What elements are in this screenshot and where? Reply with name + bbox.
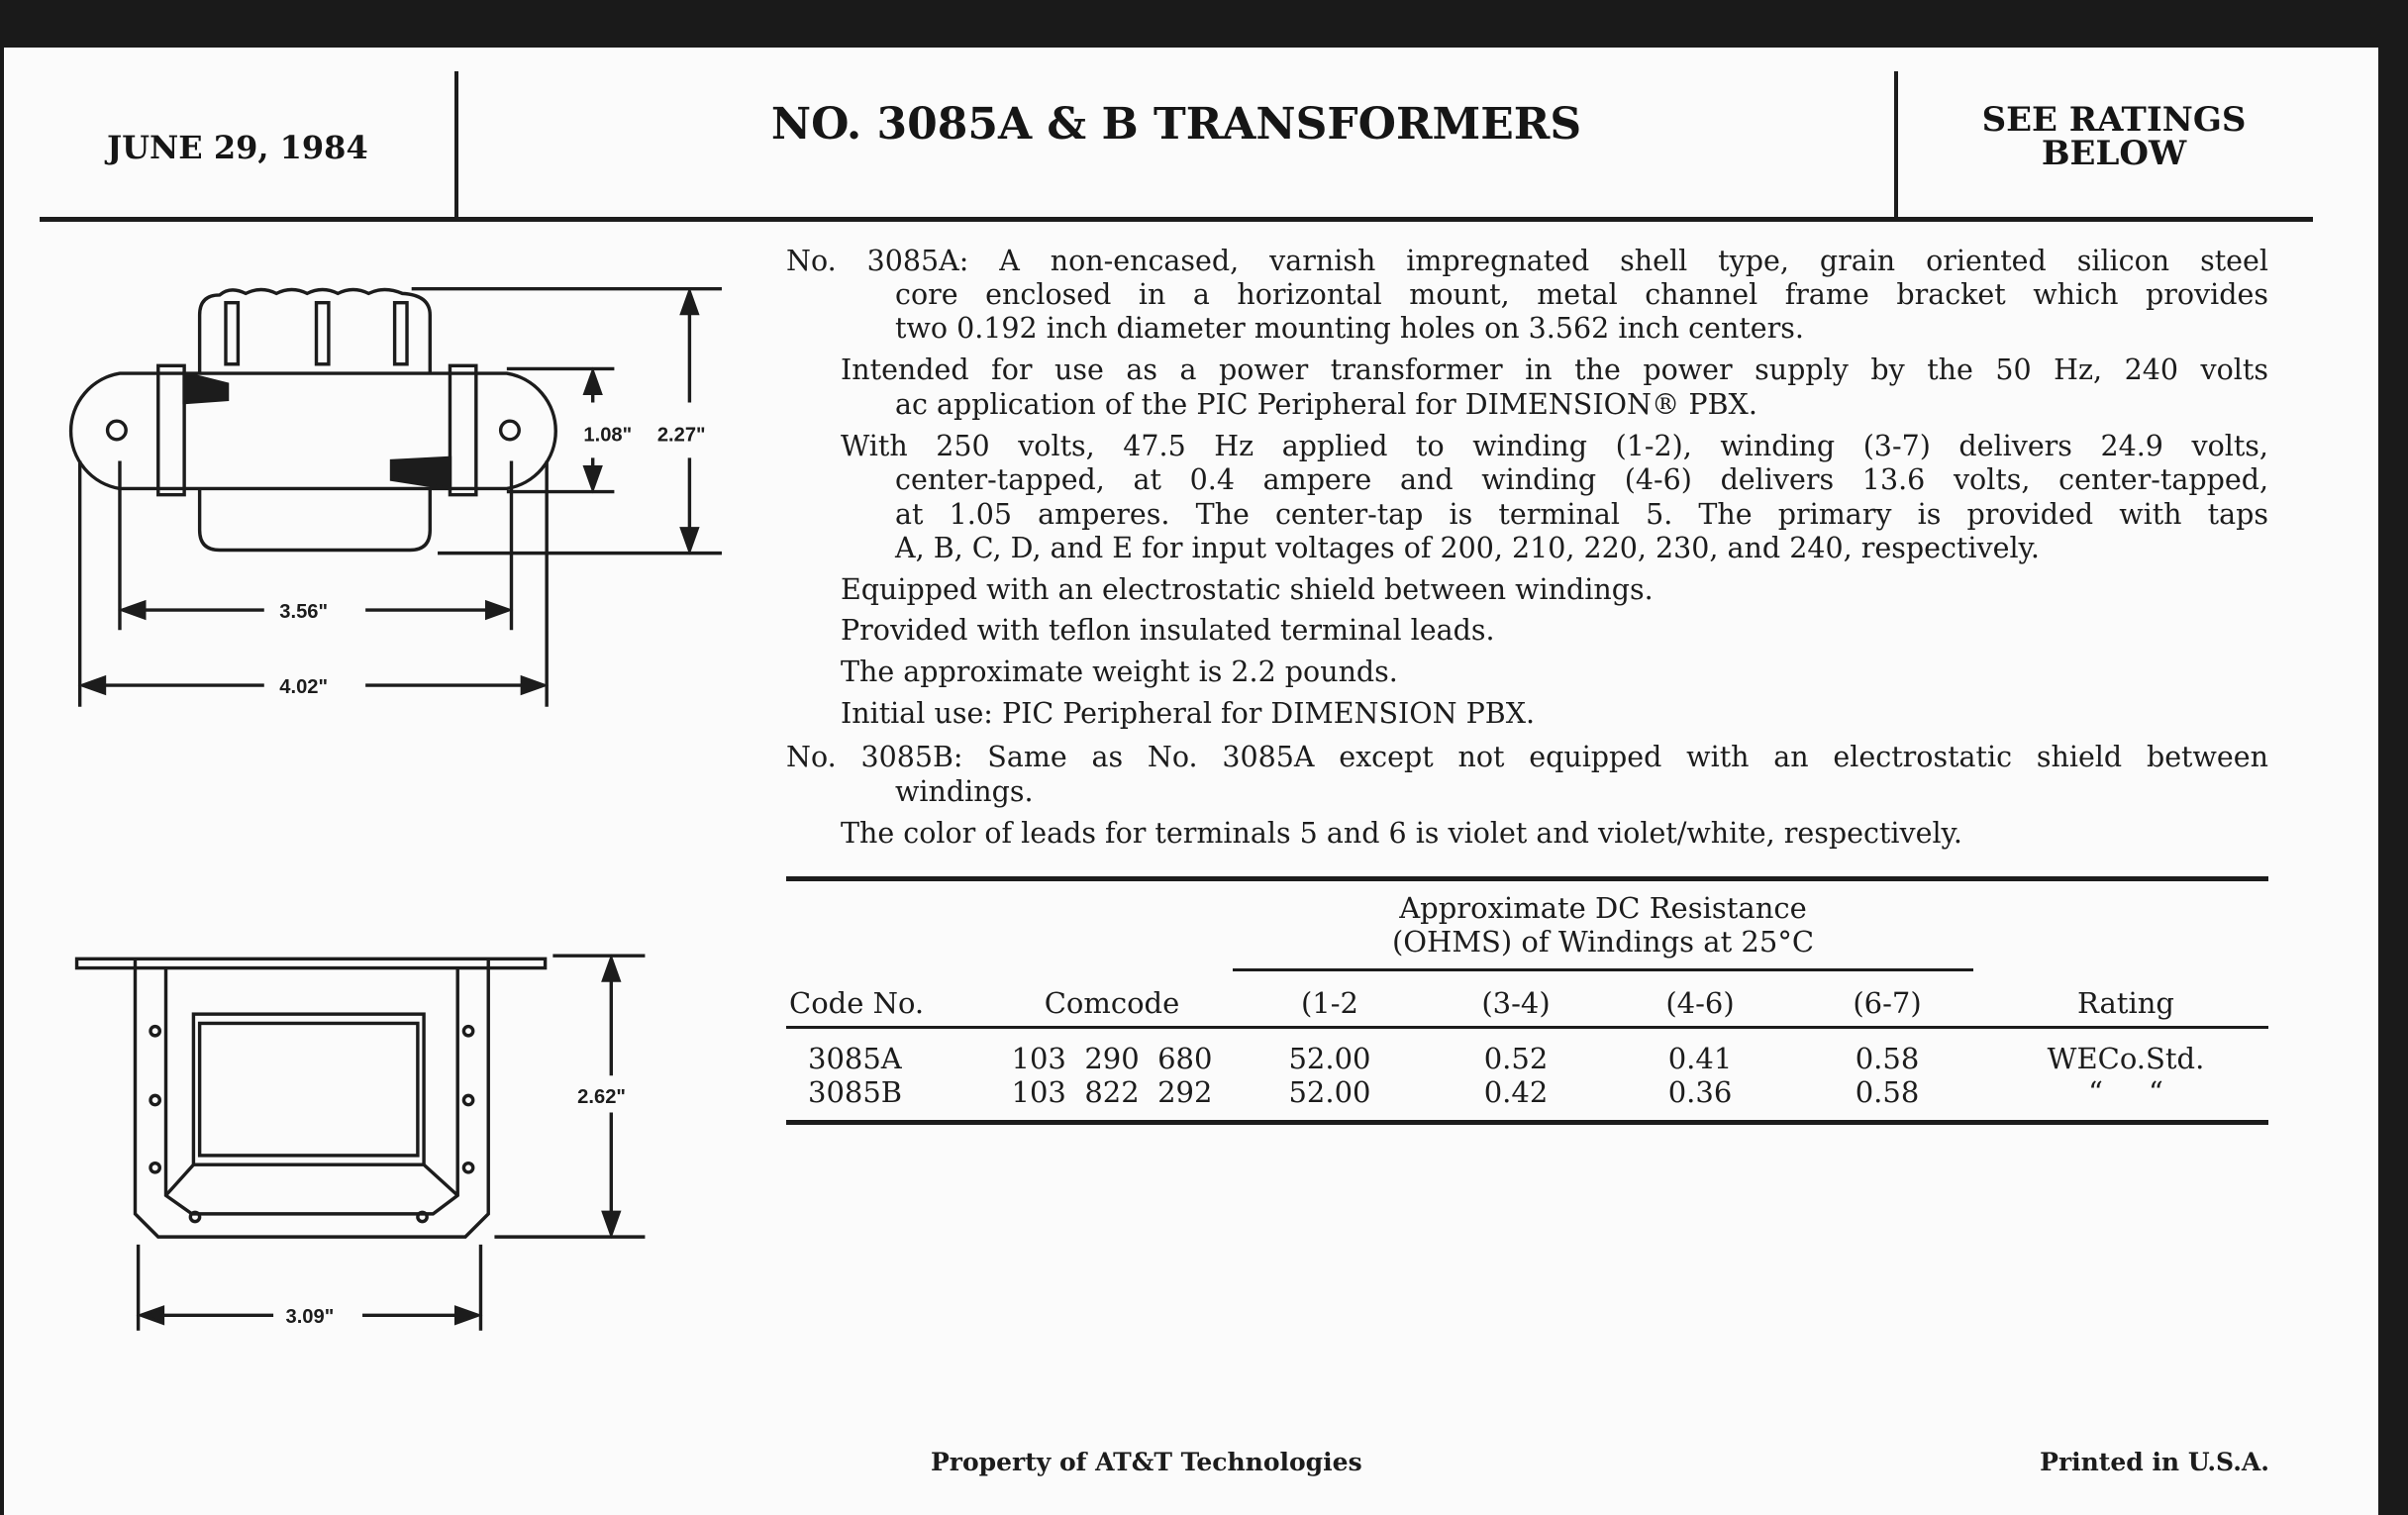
table-cell: 0.58	[1855, 1042, 1920, 1075]
description-line: The approximate weight is 2.2 pounds.	[841, 656, 1398, 688]
description-line: Intended for use as a power transformer in the power supply by the 50 Hz, 240 volts	[841, 354, 2268, 386]
description-line: windings.	[895, 775, 1034, 808]
header-rule	[786, 1026, 2268, 1029]
bracket-view	[77, 956, 646, 1331]
document-date: JUNE 29, 1984	[107, 129, 368, 166]
description-line: two 0.192 inch diameter mounting holes on 3.562 inch centers.	[895, 312, 1804, 345]
mounting-hole	[108, 421, 127, 440]
table-cell: 0.52	[1483, 1042, 1549, 1075]
table-cell: WECo.Std.	[2047, 1042, 2205, 1075]
property-notice: Property of AT&T Technologies	[931, 1448, 1362, 1476]
group-rule	[1233, 968, 1973, 971]
table-top-rule	[786, 876, 2268, 881]
dimension-label: 3.56"	[279, 600, 329, 623]
table-cell: “ “	[2088, 1075, 2163, 1109]
dimension-label: 4.02"	[279, 675, 329, 698]
description-line: ac application of the PIC Peripheral for DIMENSION® PBX.	[895, 388, 1757, 421]
description-line: core enclosed in a horizontal mount, metal channel frame bracket which provides	[895, 278, 2268, 311]
table-cell: 0.42	[1483, 1075, 1549, 1109]
table-cell: 52.00	[1288, 1042, 1371, 1075]
column-header: (1-2	[1300, 986, 1359, 1020]
column-header: Rating	[2077, 986, 2174, 1020]
description-line: With 250 volts, 47.5 Hz applied to winding (1-2), winding (3-7) delivers 24.9 volts,	[841, 430, 2268, 462]
table-cell: 52.00	[1288, 1075, 1371, 1109]
ratings-note-line: BELOW	[2041, 134, 2187, 173]
terminal-coil	[317, 303, 329, 364]
group-header: (OHMS) of Windings at 25°C	[1391, 925, 1815, 959]
table-cell: 0.41	[1667, 1042, 1733, 1075]
description-line: Initial use: PIC Peripheral for DIMENSION PBX.	[841, 697, 1536, 730]
table-cell: 0.36	[1667, 1075, 1733, 1109]
table-cell: 103 822 292	[1011, 1075, 1213, 1109]
table-cell: 3085B	[808, 1075, 903, 1109]
dimension-label: 1.08"	[583, 424, 633, 447]
dimension-label: 2.27"	[656, 424, 706, 447]
table-bottom-rule	[786, 1120, 2268, 1125]
dimension-label: 2.62"	[577, 1086, 626, 1109]
column-header: Comcode	[1044, 986, 1180, 1020]
description-line: Equipped with an electrostatic shield between windings.	[841, 573, 1654, 606]
table-cell: 3085A	[808, 1042, 902, 1075]
column-header: (6-7)	[1853, 986, 1922, 1020]
description-line: center-tapped, at 0.4 ampere and winding (4-6) delivers 13.6 volts, center-tapped,	[895, 463, 2268, 496]
column-header: (4-6)	[1665, 986, 1735, 1020]
description-line: No. 3085A: A non-encased, varnish impregnated shell type, grain oriented silicon steel	[786, 245, 2268, 277]
description-line: The color of leads for terminals 5 and 6 is violet and violet/white, respectively.	[841, 817, 1962, 850]
column-header: (3-4)	[1481, 986, 1551, 1020]
column-header: Code No.	[789, 986, 925, 1020]
terminal-coil	[395, 303, 407, 364]
description-line: No. 3085B: Same as No. 3085A except not equipped with an electrostatic shield between	[786, 741, 2268, 773]
terminal-coil	[226, 303, 238, 364]
description-line: A, B, C, D, and E for input voltages of 200, 210, 220, 230, and 240, respectively.	[895, 532, 2040, 564]
page-title: NO. 3085A & B TRANSFORMERS	[770, 99, 1582, 150]
description-line: Provided with teflon insulated terminal leads.	[841, 614, 1495, 647]
description-line: at 1.05 amperes. The center-tap is terminal 5. The primary is provided with taps	[895, 498, 2268, 531]
ratings-note-line: SEE RATINGS	[1981, 100, 2247, 140]
printed-notice: Printed in U.S.A.	[2040, 1448, 2269, 1476]
table-cell: 0.58	[1855, 1075, 1920, 1109]
group-header: Approximate DC Resistance	[1399, 891, 1807, 925]
dimension-label: 3.09"	[285, 1306, 335, 1329]
table-cell: 103 290 680	[1011, 1042, 1213, 1075]
mounting-hole	[501, 421, 520, 440]
transformer-top-view	[71, 289, 722, 707]
